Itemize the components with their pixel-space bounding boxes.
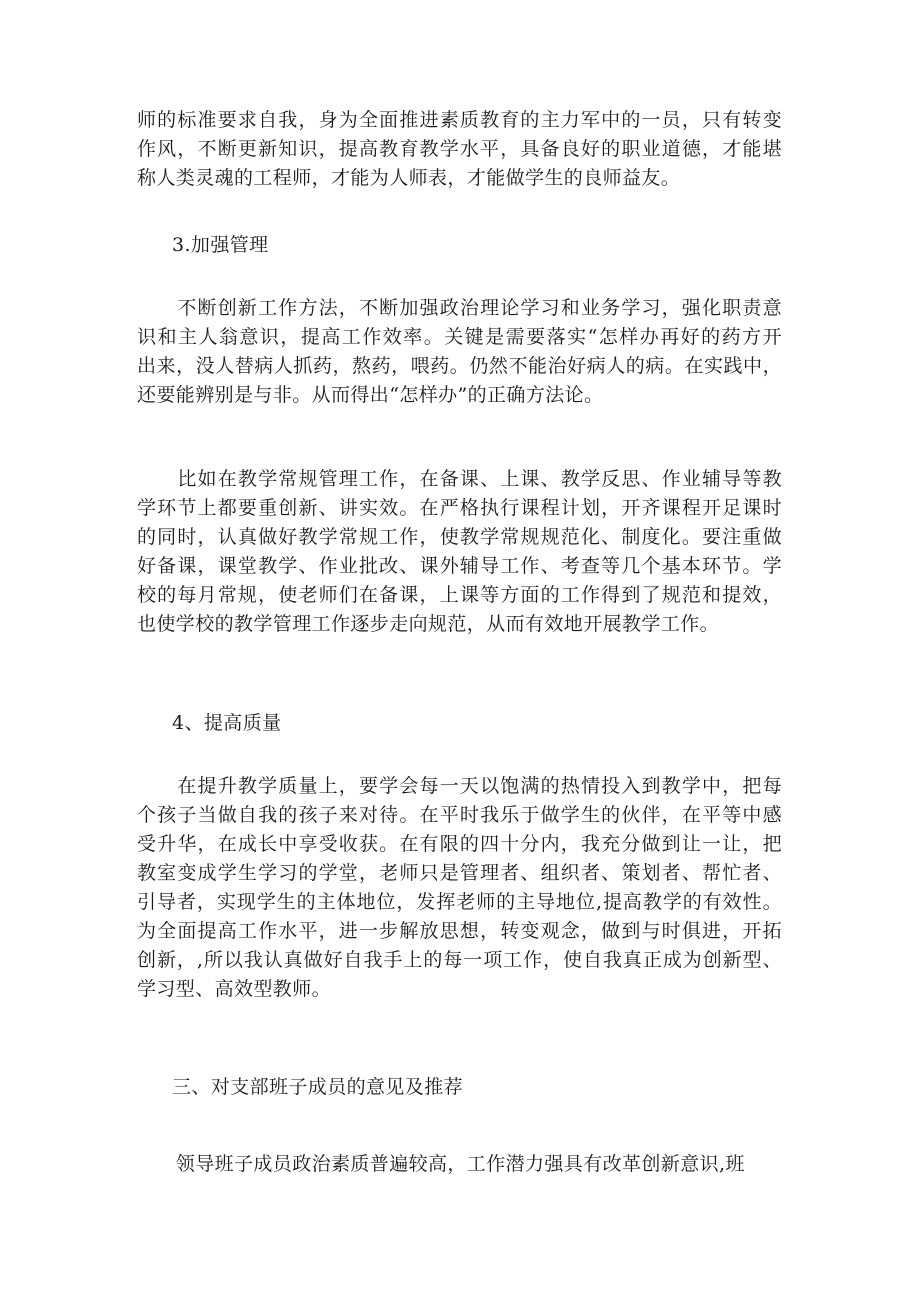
text-line: 受升华，在成长中享受收获。在有限的四十分内，我充分做到让一让，把 <box>137 833 782 855</box>
text-line: 师的标准要求自我，身为全面推进素质教育的主力军中的一员，只有转变 <box>137 109 782 131</box>
text-line: 学习型、高效型教师。 <box>137 978 332 1000</box>
text-line: 教室变成学生学习的学堂，老师只是管理者、组织者、策划者、帮忙者、 <box>137 862 782 884</box>
paragraph-3b <box>137 465 782 639</box>
text-line: 引导者，实现学生的主体地位，发挥老师的主导地位,提高教学的有效性。 <box>137 891 782 913</box>
section-heading-3: 3.加强管理 <box>172 234 269 256</box>
paragraph-intro <box>137 106 782 193</box>
text-line: 领导班子成员政治素质普遍较高，工作潜力强具有改革创新意识,班 <box>137 1153 745 1175</box>
text-line: 也使学校的教学管理工作逐步走向规范，从而有效地开展教学工作。 <box>137 613 720 635</box>
text-line: 称人类灵魂的工程师，才能为人师表，才能做学生的良师益友。 <box>137 167 681 189</box>
text-line: 不断创新工作方法，不断加强政治理论学习和业务学习，强化职责意 <box>137 297 782 319</box>
section-heading-4: 4、提高质量 <box>172 712 282 734</box>
text-line: 学环节上都要重创新、讲实效。在严格执行课程计划，开齐课程开足课时 <box>137 497 782 519</box>
text-line: 校的每月常规，使老师们在备课，上课等方面的工作得到了规范和提效， <box>137 584 782 606</box>
text-line: 好备课，课堂教学、作业批改、课外辅导工作、考查等几个基本环节。学 <box>137 555 782 577</box>
text-line: 作风，不断更新知识，提高教育教学水平，具备良好的职业道德，才能堪 <box>137 138 782 160</box>
text-line: 比如在教学常规管理工作，在备课、上课、教学反思、作业辅导等教 <box>137 468 782 490</box>
text-line: 出来，没人替病人抓药，熬药，喂药。仍然不能治好病人的病。在实践中， <box>137 355 782 377</box>
text-line: 的同时，认真做好教学常规工作，使教学常规规范化、制度化。要注重做 <box>137 526 782 548</box>
paragraph-3a <box>137 294 782 410</box>
text-line: 识和主人翁意识，提高工作效率。关键是需要落实“怎样办再好的药方开 <box>137 326 782 348</box>
paragraph-4 <box>137 772 782 1004</box>
text-line: 个孩子当做自我的孩子来对待。在平时我乐于做学生的伙伴，在平等中感 <box>137 804 782 826</box>
paragraph-san <box>137 1150 782 1179</box>
text-line: 创新，,所以我认真做好自我手上的每一项工作，使自我真正成为创新型、 <box>137 949 782 971</box>
text-line: 还要能辨别是与非。从而得出“怎样办”的正确方法论。 <box>137 384 604 406</box>
text-line: 为全面提高工作水平，进一步解放思想，转变观念，做到与时俱进，开拓 <box>137 920 782 942</box>
text-line: 在提升教学质量上，要学会每一天以饱满的热情投入到教学中，把每 <box>137 775 782 797</box>
section-heading-san: 三、对支部班子成员的意见及推荐 <box>172 1076 464 1098</box>
